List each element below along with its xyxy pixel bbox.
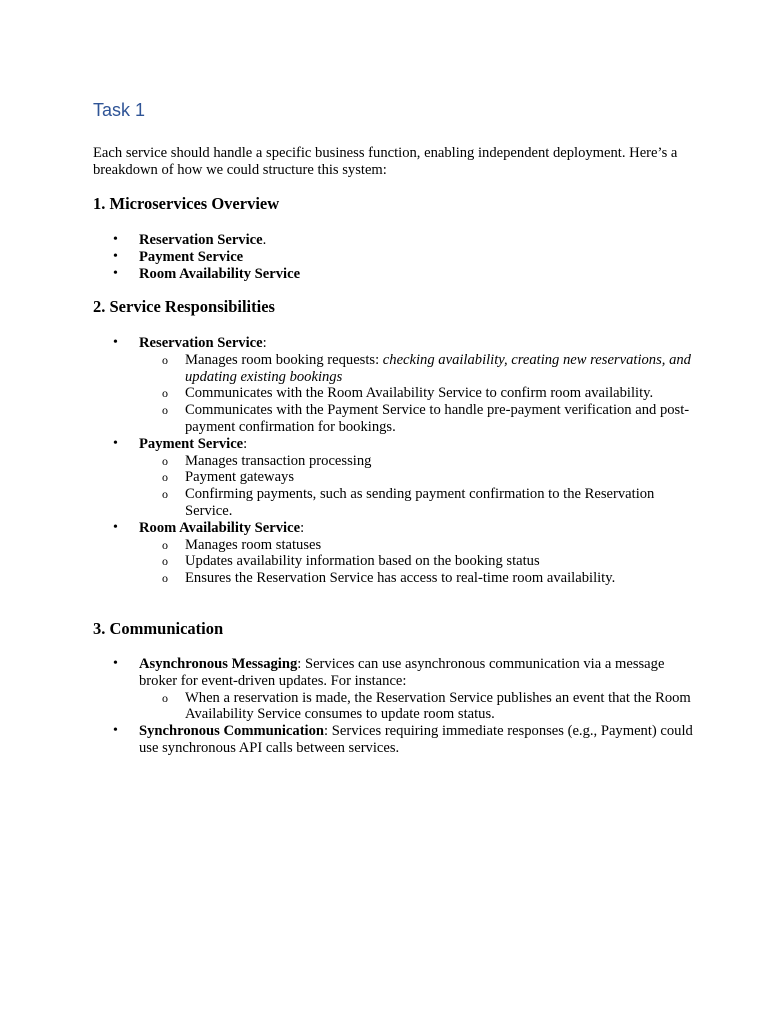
- sub-list-item: o Communicates with the Payment Service to handle pre-payment verification and post-payment confirmation for bookings.: [139, 402, 693, 436]
- item-text: : Services requiring immediate responses (e.g., Payment) could use synchronous API calls between services.: [139, 723, 693, 756]
- sub-list-item: o When a reservation is made, the Reservation Service publishes an event that the Room Availability Service consumes to update room status.: [139, 690, 693, 724]
- item-label: Reservation Service: [139, 335, 263, 351]
- list-item: [93, 249, 693, 266]
- sub-item-italic: checking availability, creating new reservations, and updating existing bookings: [185, 351, 691, 385]
- sub-list-item: [139, 352, 693, 386]
- sub-list: [139, 690, 693, 724]
- list-item: [93, 266, 693, 283]
- sub-list-item: o Ensures the Reservation Service has access to real-time room availability.: [139, 570, 693, 587]
- responsibilities-list: [93, 335, 693, 587]
- section-heading-microservices: 1. Microservices Overview: [93, 194, 280, 213]
- item-suffix: :: [262, 335, 267, 351]
- item-suffix: .: [262, 232, 267, 248]
- item-label: Room Availability Service: [139, 265, 301, 282]
- list-item: [93, 723, 693, 757]
- sub-item-text: Manages room booking requests:: [185, 351, 383, 368]
- microservices-list: [93, 232, 693, 282]
- sub-list: [139, 453, 693, 520]
- communication-list: [93, 656, 693, 757]
- sub-list: [139, 537, 693, 587]
- item-label: Synchronous Communication: [139, 723, 325, 740]
- item-text: : Services can use asynchronous communication via a message broker for event-driven updates. For instance:: [139, 656, 665, 689]
- intro-paragraph: Each service should handle a specific business function, enabling independent deployment. Here’s a breakdown of how we could structure this system:: [93, 145, 678, 178]
- section-heading-communication: 3. Communication: [93, 619, 224, 638]
- item-suffix: :: [300, 519, 305, 536]
- page-title: Task 1: [93, 100, 146, 120]
- item-suffix: :: [243, 435, 248, 452]
- list-item: [93, 520, 693, 587]
- sub-list-item: o Communicates with the Room Availability Service to confirm room availability.: [139, 385, 693, 402]
- sub-list: [139, 352, 693, 436]
- list-item: [93, 232, 693, 249]
- item-label: Payment Service: [139, 435, 244, 452]
- item-label: Asynchronous Messaging: [139, 656, 298, 672]
- sub-list-item: o Manages transaction processing: [139, 453, 693, 470]
- list-item: [93, 656, 693, 723]
- sub-list-item: o Updates availability information based on the booking status: [139, 553, 693, 570]
- list-item: [93, 436, 693, 520]
- section-heading-responsibilities: 2. Service Responsibilities: [93, 297, 275, 316]
- sub-list-item: o Payment gateways: [139, 469, 693, 486]
- item-label: Payment Service: [139, 248, 244, 265]
- list-item: [93, 335, 693, 436]
- sub-list-item: o Manages room statuses: [139, 537, 693, 554]
- item-label: Reservation Service: [139, 232, 263, 248]
- sub-list-item: o Confirming payments, such as sending payment confirmation to the Reservation Service.: [139, 486, 693, 520]
- item-label: Room Availability Service: [139, 519, 301, 536]
